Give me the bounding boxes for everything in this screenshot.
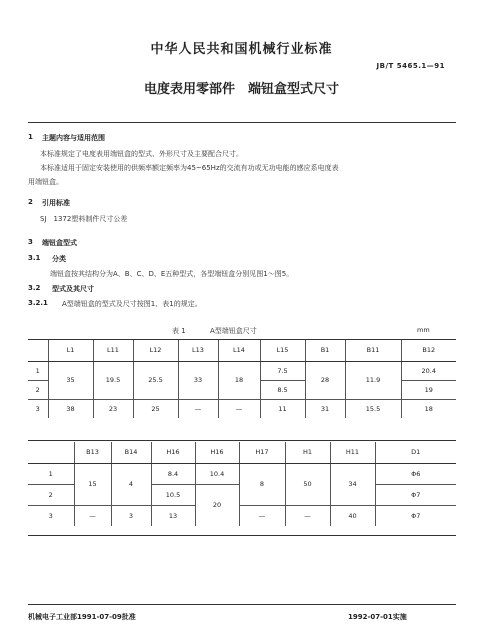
table-cell: 18 [218,361,260,399]
table-cell: 18 [401,399,456,418]
column-header-b13: B13 [74,442,111,463]
table-caption-number: 表 1 [172,327,186,335]
standard-number: JB/T 5465.1—91 [376,62,445,70]
table-cell: 20.4 [401,361,456,380]
table-cell: — [285,505,330,526]
section-3-1-paragraph: 端钮盒按其结构分为A、B、C、D、E五种型式，各型端钮盒分别见图1～图5。 [50,270,294,278]
column-header-h17: H17 [239,442,285,463]
issuing-organization: 中华人民共和国机械行业标准 [150,42,333,57]
table-cell: Φ7 [375,484,456,505]
column-header-l11: L11 [93,340,133,361]
document-title: 电度表用零部件 端钮盒型式尺寸 [143,82,339,97]
table-cell: 13 [151,505,195,526]
implementation-date: 1992-07-01实施 [348,613,407,621]
section-1-number: 1 [28,133,33,141]
column-header-l12: L12 [133,340,178,361]
table-cell: 28 [305,361,345,399]
row-number: 1 [28,463,74,484]
section-3-1-number: 3.1 [28,254,41,262]
table-cell: 3 [111,505,151,526]
column-header-l1: L1 [48,340,93,361]
column-header-b14: B14 [111,442,151,463]
table-cell: 20 [195,484,239,526]
row-number: 3 [48,511,53,520]
table-cell: 19 [401,380,456,399]
table-cell: 8.4 [151,463,195,484]
section-3-2-title: 型式及其尺寸 [52,285,94,293]
table-cell: 15.5 [345,399,401,418]
table-cell: 10.4 [195,463,239,484]
table-cell: 23 [93,399,133,418]
table-cell: — [239,505,285,526]
approval-date: 机械电子工业部1991-07-09批准 [28,613,136,621]
table-unit: mm [417,326,430,334]
footer-rule [28,604,456,605]
table-cell: 11.9 [345,361,401,399]
table-caption-title: A型端钮盒尺寸 [210,327,257,335]
column-header-h1: H1 [285,442,330,463]
table-cell: 25 [133,399,178,418]
table-row [28,463,456,484]
section-1-paragraph-1: 本标准规定了电度表用端钮盒的型式、外形尺寸及主要配合尺寸。 [40,150,243,158]
section-1-paragraph-2: 本标准适用于固定安装使用的供频率额定频率为45~65Hz的交流有功或无功电能的感应系电度表 [40,164,339,172]
table-header-corner [28,442,74,463]
section-1-paragraph-2-cont: 用端钮盒。 [28,178,63,186]
column-header-h16: H16 [151,442,195,463]
column-header-l13: L13 [178,340,218,361]
section-2-title: 引用标准 [42,199,70,207]
table-cell: 7.5 [260,361,305,380]
table-cell: 35 [48,361,93,399]
table-cell: Φ6 [375,463,456,484]
column-header-b1: B1 [305,340,345,361]
table-cell: 15 [74,463,111,505]
column-header-d1: D1 [375,442,456,463]
column-header-l15: L15 [260,340,305,361]
dimension-table-part-1 [28,340,456,418]
column-header-h16-second: H16 [195,442,239,463]
table-header-corner [28,340,48,361]
column-header-l14: L14 [218,340,260,361]
section-3-number: 3 [28,238,33,246]
table-cell: 34 [330,463,375,505]
table-row [28,505,456,526]
section-3-2-number: 3.2 [28,284,41,292]
column-header-b12: B12 [401,340,456,361]
table-cell: 8 [239,463,285,505]
table-cell: 10.5 [151,484,195,505]
header-rule [28,122,456,123]
section-1-title: 主题内容与适用范围 [42,134,105,142]
table-cell: 50 [285,463,330,505]
table-cell: 31 [305,399,345,418]
table-cell: 33 [178,361,218,399]
row-number: 1 [28,361,48,380]
table-bottom-rule [28,535,456,536]
section-3-2-1-paragraph: A型端钮盒的型式及尺寸按图1、表1的规定。 [62,300,202,308]
column-header-h11: H11 [330,442,375,463]
section-3-2-1-number: 3.2.1 [28,299,48,307]
section-2-paragraph: SJ 1372塑料制件尺寸公差 [40,215,128,223]
table-row [28,361,456,380]
table-cell: 19.5 [93,361,133,399]
table-row [28,399,456,418]
row-number: 2 [28,484,74,505]
table-cell: 40 [330,505,375,526]
row-number: 3 [35,404,40,413]
dimension-table-part-2 [28,442,456,526]
table-cell: Φ7 [375,505,456,526]
table-cell: 4 [111,463,151,505]
section-3-title: 端钮盒型式 [42,239,77,247]
table-mid-rule [28,440,456,441]
column-header-b11: B11 [345,340,401,361]
table-cell: — [178,399,218,418]
row-number: 2 [28,380,48,399]
section-3-1-title: 分类 [52,255,66,263]
section-2-number: 2 [28,198,33,206]
table-cell: 11 [260,399,305,418]
table-cell: — [74,505,111,526]
table-cell: — [218,399,260,418]
table-cell: 25.5 [133,361,178,399]
table-cell: 38 [48,399,93,418]
table-cell: 8.5 [260,380,305,399]
